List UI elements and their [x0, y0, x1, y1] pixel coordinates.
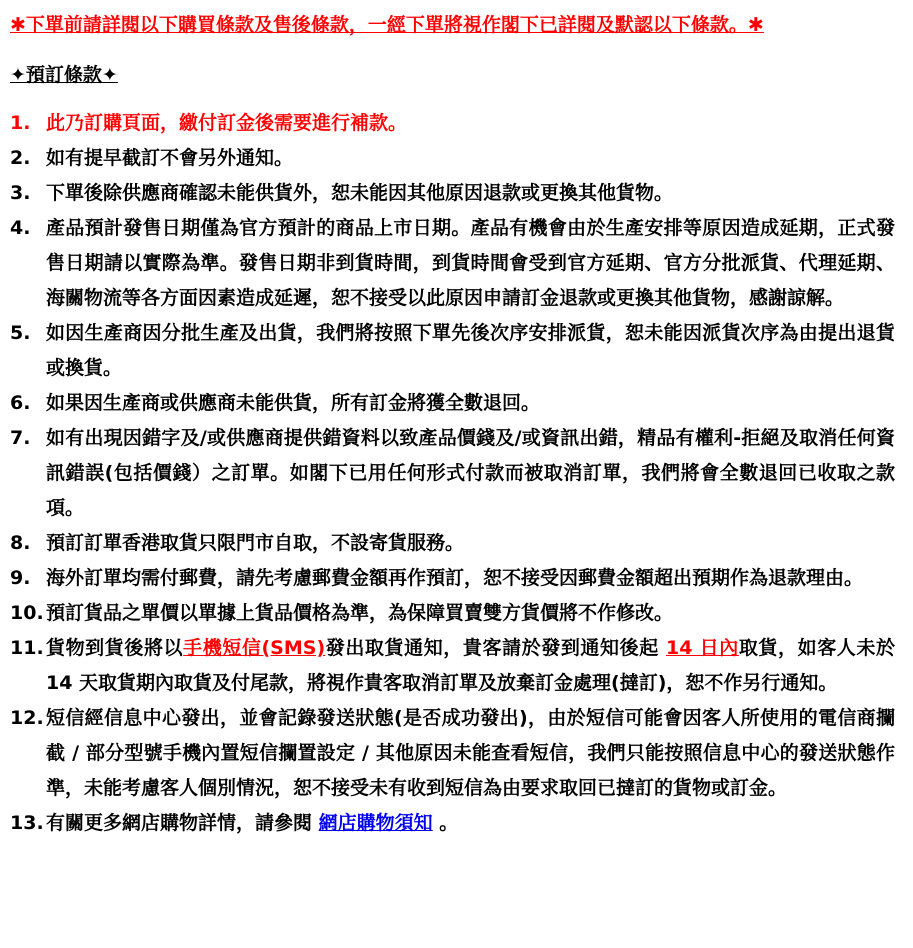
terms-list	[10, 106, 895, 841]
term-item-10	[10, 596, 895, 631]
section-title-preorder-terms: ✦預訂條款✦	[10, 64, 118, 86]
term-text-segment: 如有出現因錯字及/或供應商提供錯資料以致產品價錢及/或資訊出錯，精品有權利-拒絕及取消任何資訊錯誤(包括價錢）之訂單。如閣下已用任何形式付款而被取消訂單，我們將會全數退回已收取之款項。	[46, 427, 895, 519]
term-text	[46, 631, 895, 701]
term-text	[46, 176, 895, 211]
term-text	[46, 701, 895, 806]
term-item-1	[10, 106, 895, 141]
term-text	[46, 211, 895, 316]
term-item-4	[10, 211, 895, 316]
term-number: 10.	[10, 602, 44, 624]
term-number: 7.	[10, 427, 31, 449]
term-text-segment: 貨物到貨後將以	[46, 637, 184, 659]
term-text-segment: 海外訂單均需付郵費，請先考慮郵費金額再作預訂，恕不接受因郵費金額超出預期作為退款理由。	[46, 567, 864, 589]
term-text-segment: 下單後除供應商確認未能供貨外，恕未能因其他原因退款或更換其他貨物。	[46, 182, 674, 204]
term-text-segment: 取貨，如客人未於 14 天取貨期內取貨及付尾款，將視作貴客取消訂單及放棄訂金處理(撻訂)，恕不作另行通知。	[46, 637, 895, 694]
term-text-segment: 發出取貨通知，貴客請於發到通知後起	[325, 637, 666, 659]
term-item-2	[10, 141, 895, 176]
term-text	[46, 386, 895, 421]
term-text	[46, 316, 895, 386]
term-item-11	[10, 631, 895, 701]
term-text-segment: 14 日內	[666, 637, 739, 659]
term-text-segment: 。	[432, 812, 459, 834]
term-text-segment: 預訂貨品之單價以單據上貨品價格為準，為保障買賣雙方貨價將不作修改。	[46, 602, 674, 624]
purchase-notice-banner: ✱下單前請詳閱以下購買條款及售後條款，一經下單將視作閣下已詳閱及默認以下條款。✱	[10, 14, 764, 36]
term-text-segment: 短信經信息中心發出，並會記錄發送狀態(是否成功發出)，由於短信可能會因客人所使用的電信商攔截 / 部分型號手機內置短信攔置設定 / 其他原因未能查看短信，我們只能按照信息中心的發送狀態作準，未能考慮客人個別情況，恕不接受未有收到短信為由要求取回已撻訂的貨物或訂金。	[46, 707, 895, 799]
term-text	[46, 526, 895, 561]
term-text	[46, 806, 895, 841]
term-number: 3.	[10, 182, 31, 204]
term-text	[46, 561, 895, 596]
term-text-segment: 此乃訂購頁面，繳付訂金後需要進行補款。	[46, 112, 408, 134]
term-item-9	[10, 561, 895, 596]
term-item-7	[10, 421, 895, 526]
term-text-segment: 如因生產商因分批生產及出貨，我們將按照下單先後次序安排派貨，恕未能因派貨次序為由提出退貨或換貨。	[46, 322, 895, 379]
term-item-8	[10, 526, 895, 561]
term-number: 4.	[10, 217, 31, 239]
term-text-segment: 如有提早截訂不會另外通知。	[46, 147, 294, 169]
term-number: 8.	[10, 532, 31, 554]
term-item-12	[10, 701, 895, 806]
term-number: 6.	[10, 392, 31, 414]
term-item-13	[10, 806, 895, 841]
term-text	[46, 596, 895, 631]
term-text	[46, 421, 895, 526]
term-item-5	[10, 316, 895, 386]
term-number: 12.	[10, 707, 44, 729]
term-text	[46, 106, 895, 141]
term-number: 1.	[10, 112, 31, 134]
term-number: 5.	[10, 322, 31, 344]
term-number: 9.	[10, 567, 31, 589]
term-text-segment: 預訂訂單香港取貨只限門市自取，不設寄貨服務。	[46, 532, 465, 554]
shop-guide-link[interactable]: 網店購物須知	[318, 812, 433, 834]
term-text	[46, 141, 895, 176]
term-number: 2.	[10, 147, 31, 169]
term-text-segment: 有關更多網店購物詳情，請參閱	[46, 812, 319, 834]
term-text-segment: 手機短信(SMS)	[183, 637, 326, 659]
term-number: 11.	[10, 637, 44, 659]
term-item-3	[10, 176, 895, 211]
term-text-segment: 產品預計發售日期僅為官方預計的商品上市日期。產品有機會由於生產安排等原因造成延期，正式發售日期請以實際為準。發售日期非到貨時間，到貨時間會受到官方延期、官方分批派貨、代理延期、海關物流等各方面因素造成延遲，恕不接受以此原因申請訂金退款或更換其他貨物，感謝諒解。	[46, 217, 895, 309]
term-number: 13.	[10, 812, 44, 834]
term-text-segment: 如果因生產商或供應商未能供貨，所有訂金將獲全數退回。	[46, 392, 541, 414]
term-item-6	[10, 386, 895, 421]
